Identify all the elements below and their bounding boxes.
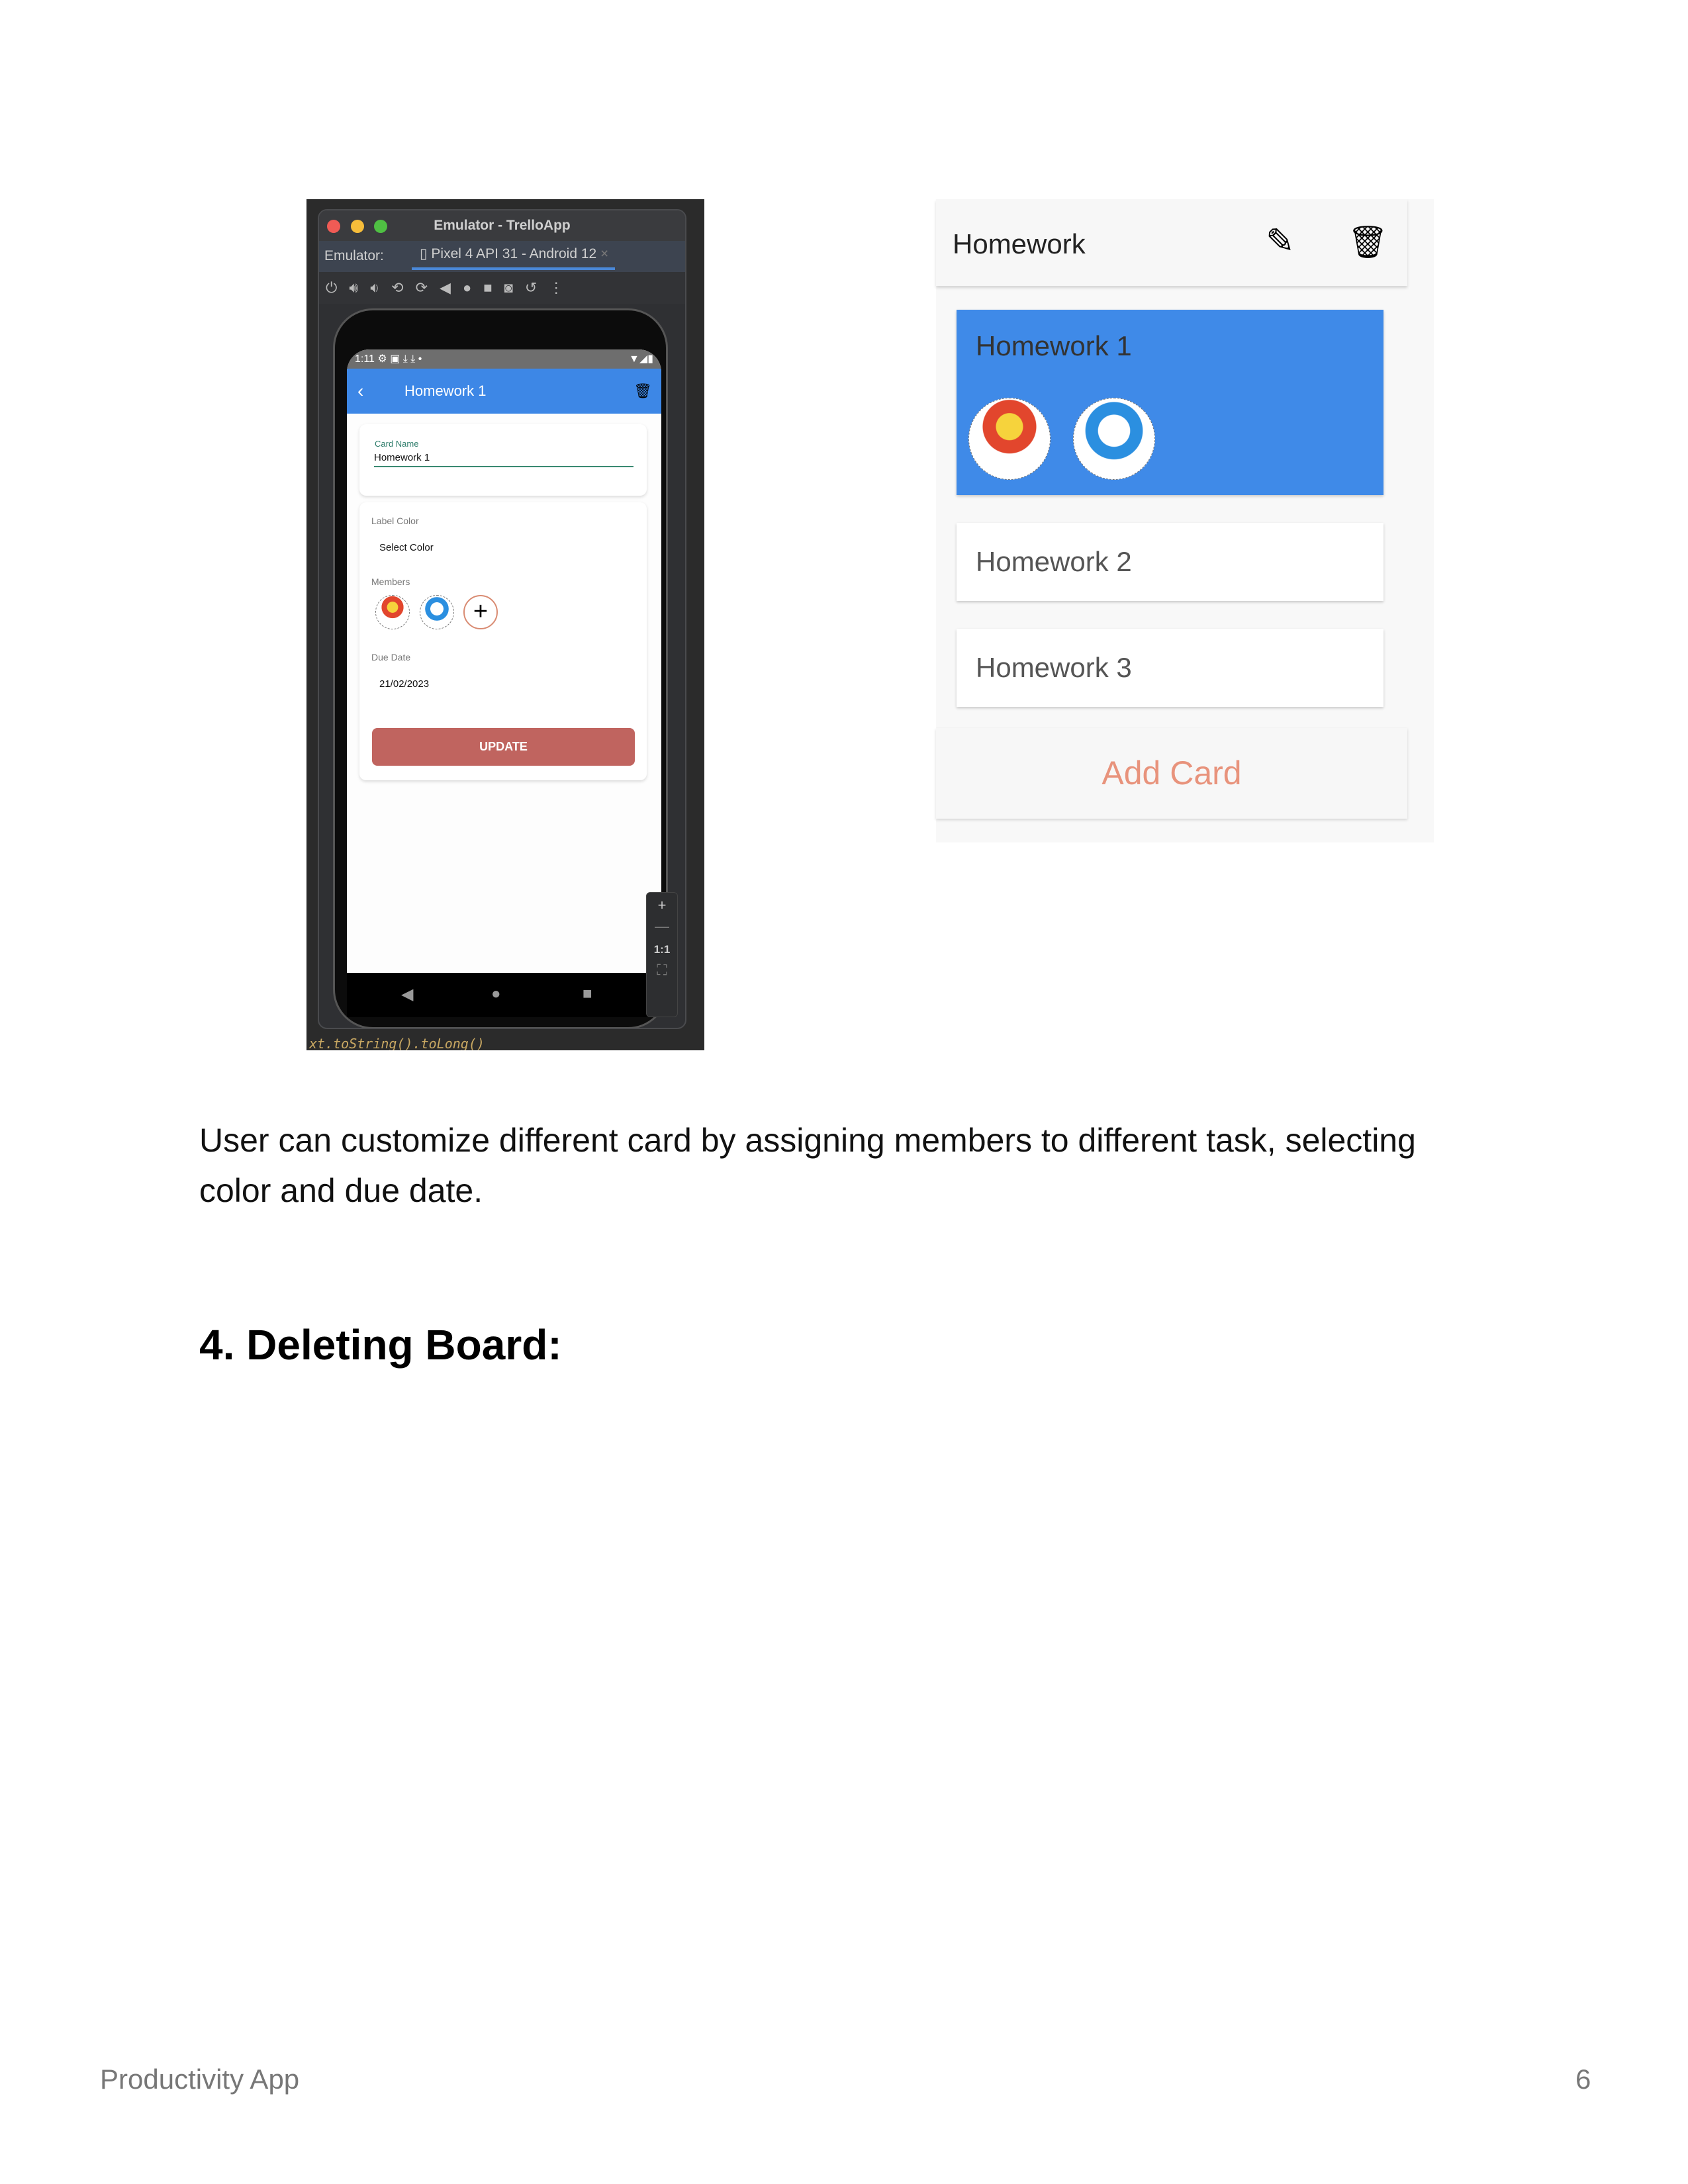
member-avatar-bart <box>968 398 1051 480</box>
emulator-screenshot <box>306 199 704 1050</box>
board-screenshot <box>936 199 1434 842</box>
delete-icon[interactable]: 🗑︎ <box>633 383 652 399</box>
zoom-panel <box>646 892 678 1017</box>
emulator-label: Emulator: <box>324 248 384 263</box>
snapshot-icon[interactable]: ↺ <box>524 279 549 296</box>
members-label: Members <box>371 576 410 587</box>
add-member-icon[interactable]: + <box>463 595 498 629</box>
close-tab-icon[interactable]: × <box>596 246 609 261</box>
phone-frame <box>333 308 668 1029</box>
nav-recents-icon[interactable]: ■ <box>583 985 592 1003</box>
camera-icon[interactable]: ◙ <box>504 279 525 296</box>
delete-icon[interactable]: 🗑︎ <box>1348 225 1388 260</box>
device-tab[interactable]: ▯ Pixel 4 API 31 - Android 12 × <box>412 241 615 270</box>
app-bar <box>347 369 661 414</box>
window-title: Emulator - TrelloApp <box>434 218 571 233</box>
board-title: Homework <box>953 228 1086 259</box>
more-icon[interactable]: ⋮ <box>549 279 576 296</box>
signal-battery-icon: ▼◢▮ <box>629 353 653 365</box>
label-color-label: Label Color <box>371 516 419 526</box>
add-card-button[interactable]: Add Card <box>936 728 1407 819</box>
description-paragraph: User can customize different card by assigning members to different task, selecting color and due date. <box>199 1122 1416 1209</box>
minimize-dot[interactable] <box>351 220 364 233</box>
zoom-reset-button[interactable]: 1:1 <box>653 943 671 956</box>
member-avatar-doraemon[interactable] <box>420 595 454 629</box>
card-homework-2[interactable]: Homework 2 <box>957 523 1383 601</box>
home-icon[interactable]: ● <box>462 279 484 296</box>
nav-back-icon[interactable]: ◀ <box>401 985 414 1003</box>
nav-home-icon[interactable]: ● <box>491 985 501 1003</box>
maximize-dot[interactable] <box>374 220 387 233</box>
volume-down-icon[interactable]: 🔉︎ <box>370 279 392 296</box>
card-name-card <box>359 424 647 496</box>
phone-screen <box>347 349 661 973</box>
rotate-left-icon[interactable]: ⟲ <box>391 279 416 296</box>
board-header <box>936 199 1407 286</box>
edit-icon[interactable]: ✎ <box>1266 222 1295 261</box>
update-button[interactable]: UPDATE <box>372 728 635 766</box>
phone-icon: ▯ <box>420 246 432 261</box>
nav-bar <box>347 973 661 1017</box>
status-bar: 1:11 ⚙ ▣ ⤓ ⤓ • ▼◢▮ <box>347 349 661 369</box>
zoom-out-button[interactable]: — <box>655 918 669 934</box>
window-title-bar <box>319 210 685 241</box>
due-date-value[interactable]: 21/02/2023 <box>379 678 430 690</box>
rotate-right-icon[interactable]: ⟳ <box>415 279 440 296</box>
overview-icon[interactable]: ■ <box>483 279 504 296</box>
app-title: Homework 1 <box>404 383 487 399</box>
card-homework-3[interactable]: Homework 3 <box>957 629 1383 707</box>
card-name-input[interactable]: Homework 1 <box>374 452 633 467</box>
due-date-label: Due Date <box>371 652 411 662</box>
back-icon[interactable]: ◀ <box>440 279 463 296</box>
member-avatar-doraemon <box>1073 398 1155 480</box>
code-snippet: xt.toString().toLong() <box>309 1036 485 1050</box>
device-tab-row <box>319 241 685 272</box>
emulator-toolbar <box>319 272 685 304</box>
power-icon[interactable]: ⏻ <box>326 279 350 296</box>
page-number: 6 <box>1575 2064 1591 2095</box>
emulator-window <box>318 209 686 1029</box>
card-name-label: Card Name <box>375 439 419 449</box>
select-color-button[interactable]: Select Color <box>379 542 434 553</box>
zoom-in-button[interactable]: + <box>657 897 667 913</box>
back-arrow-icon[interactable]: ‹ <box>357 381 364 401</box>
footer-title: Productivity App <box>100 2064 300 2095</box>
volume-up-icon[interactable]: 🔊︎ <box>349 279 371 296</box>
member-avatar-bart[interactable] <box>375 595 410 629</box>
section-heading: 4. Deleting Board: <box>199 1321 562 1369</box>
card-homework-1[interactable]: Homework 1 <box>957 310 1383 495</box>
card-details <box>359 502 647 780</box>
close-dot[interactable] <box>327 220 340 233</box>
fit-screen-icon[interactable]: ⛶ <box>657 962 667 978</box>
